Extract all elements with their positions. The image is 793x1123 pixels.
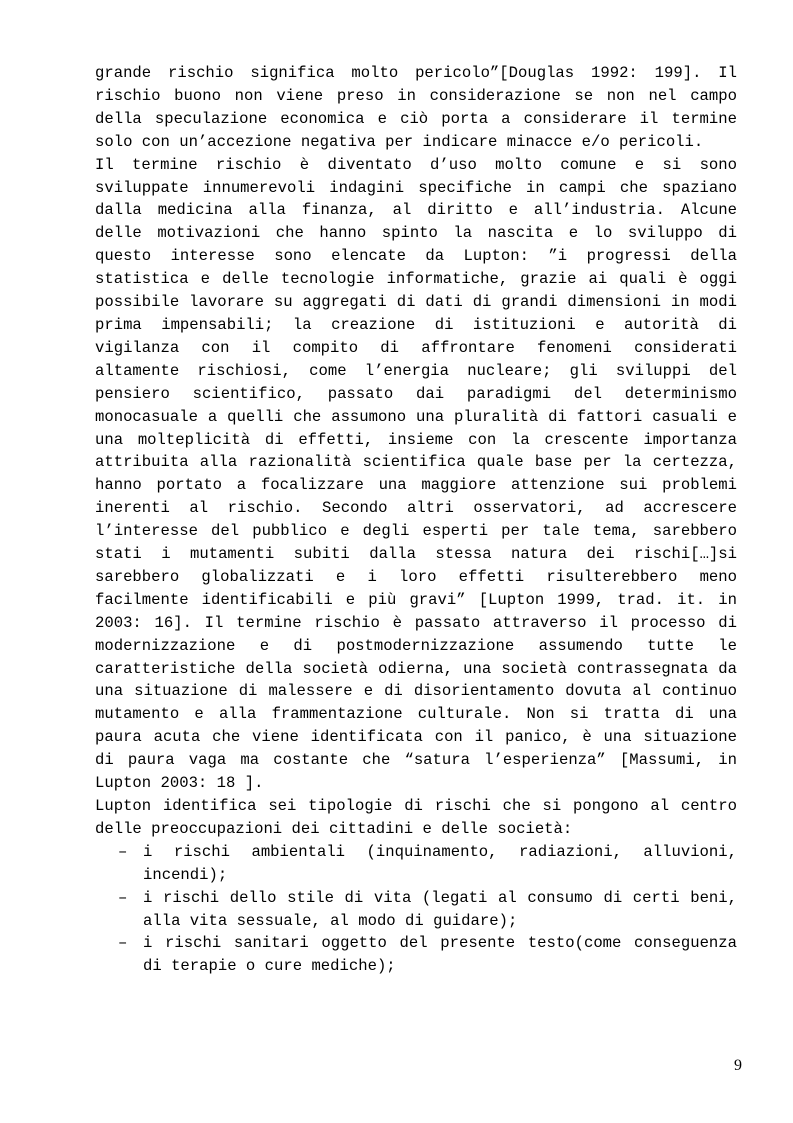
dash-bullet: – <box>118 842 128 861</box>
risk-types-list <box>95 841 737 978</box>
paragraph-lupton-intro: Lupton identifica sei tipologie di rischi che si pongono al centro delle preoccupazioni dei cittadini e delle società: <box>95 797 737 838</box>
list-item <box>95 887 737 933</box>
list-item-text: i rischi ambientali (inquinamento, radiazioni, alluvioni, incendi); <box>143 842 737 884</box>
dash-bullet: – <box>118 934 128 953</box>
list-item-text: i rischi sanitari oggetto del presente testo(come conseguenza di terapie o cure mediche); <box>143 934 737 976</box>
paragraph-risk-term: Il termine rischio è diventato d’uso molto comune e si sono sviluppate innumerevoli indagini specifiche in campi che spaziano dalla medicina alla finanza, al diritto e all’industria. Alcune delle motivazioni che hanno spinto la nascita e lo sviluppo di questo interesse sono elencate da Lupton: ”i progressi della statistica e delle tecnologie informatiche, grazie ai quali è oggi possibile lavorare su aggregati di dati di grandi dimensioni in modi prima impensabili; la creazione di istituzioni e autorità di vigilanza con il compito di affrontare fenomeni considerati altamente rischiosi, come l’energia nucleare; gli sviluppi del pensiero scientifico, passato dai paradigmi del determinismo monocasuale a quelli che assumono una pluralità di fattori casuali e una molteplicità di effetti, insieme con la crescente importanza attribuita alla razionalità scientifica quale base per la certezza, hanno portato a focalizzare una maggiore attenzione sui problemi inerenti al rischio. Secondo altri osservatori, ad accrescere l’interesse del pubblico e degli esperti per tale tema, sarebbero stati i mutamenti subiti dalla stessa natura dei rischi[…]si sarebbero globalizzati e i loro effetti risulterebbero meno facilmente identificabili e più gravi” [Lupton 1999, trad. it. in 2003: 16]. Il termine rischio è passato attraverso il processo di modernizzazione e di postmodernizzazione assumendo tutte le caratteristiche della società odierna, una società contrassegnata da una situazione di malessere e di disorientamento dovuta al continuo mutamento e alla frammentazione culturale. Non si tratta di una paura acuta che viene identificata con il panico, è una situazione di paura vaga ma costante che “satura l’esperienza” [Massumi, in Lupton 2003: 18 ]. <box>95 155 737 793</box>
body-text <box>95 62 737 978</box>
dash-bullet: – <box>118 888 128 907</box>
list-item-text: i rischi dello stile di vita (legati al consumo di certi beni, alla vita sessuale, al modo di guidare); <box>143 888 737 930</box>
page-number: 9 <box>734 1057 742 1074</box>
list-item <box>95 841 737 887</box>
list-item <box>95 932 737 978</box>
paragraph-douglas-quote: grande rischio significa molto pericolo”[Douglas 1992: 199]. Il rischio buono non viene preso in considerazione se non nel campo della speculazione economica e ciò porta a considerare il termine solo con un’accezione negativa per indicare minacce e/o pericoli. <box>95 64 737 151</box>
